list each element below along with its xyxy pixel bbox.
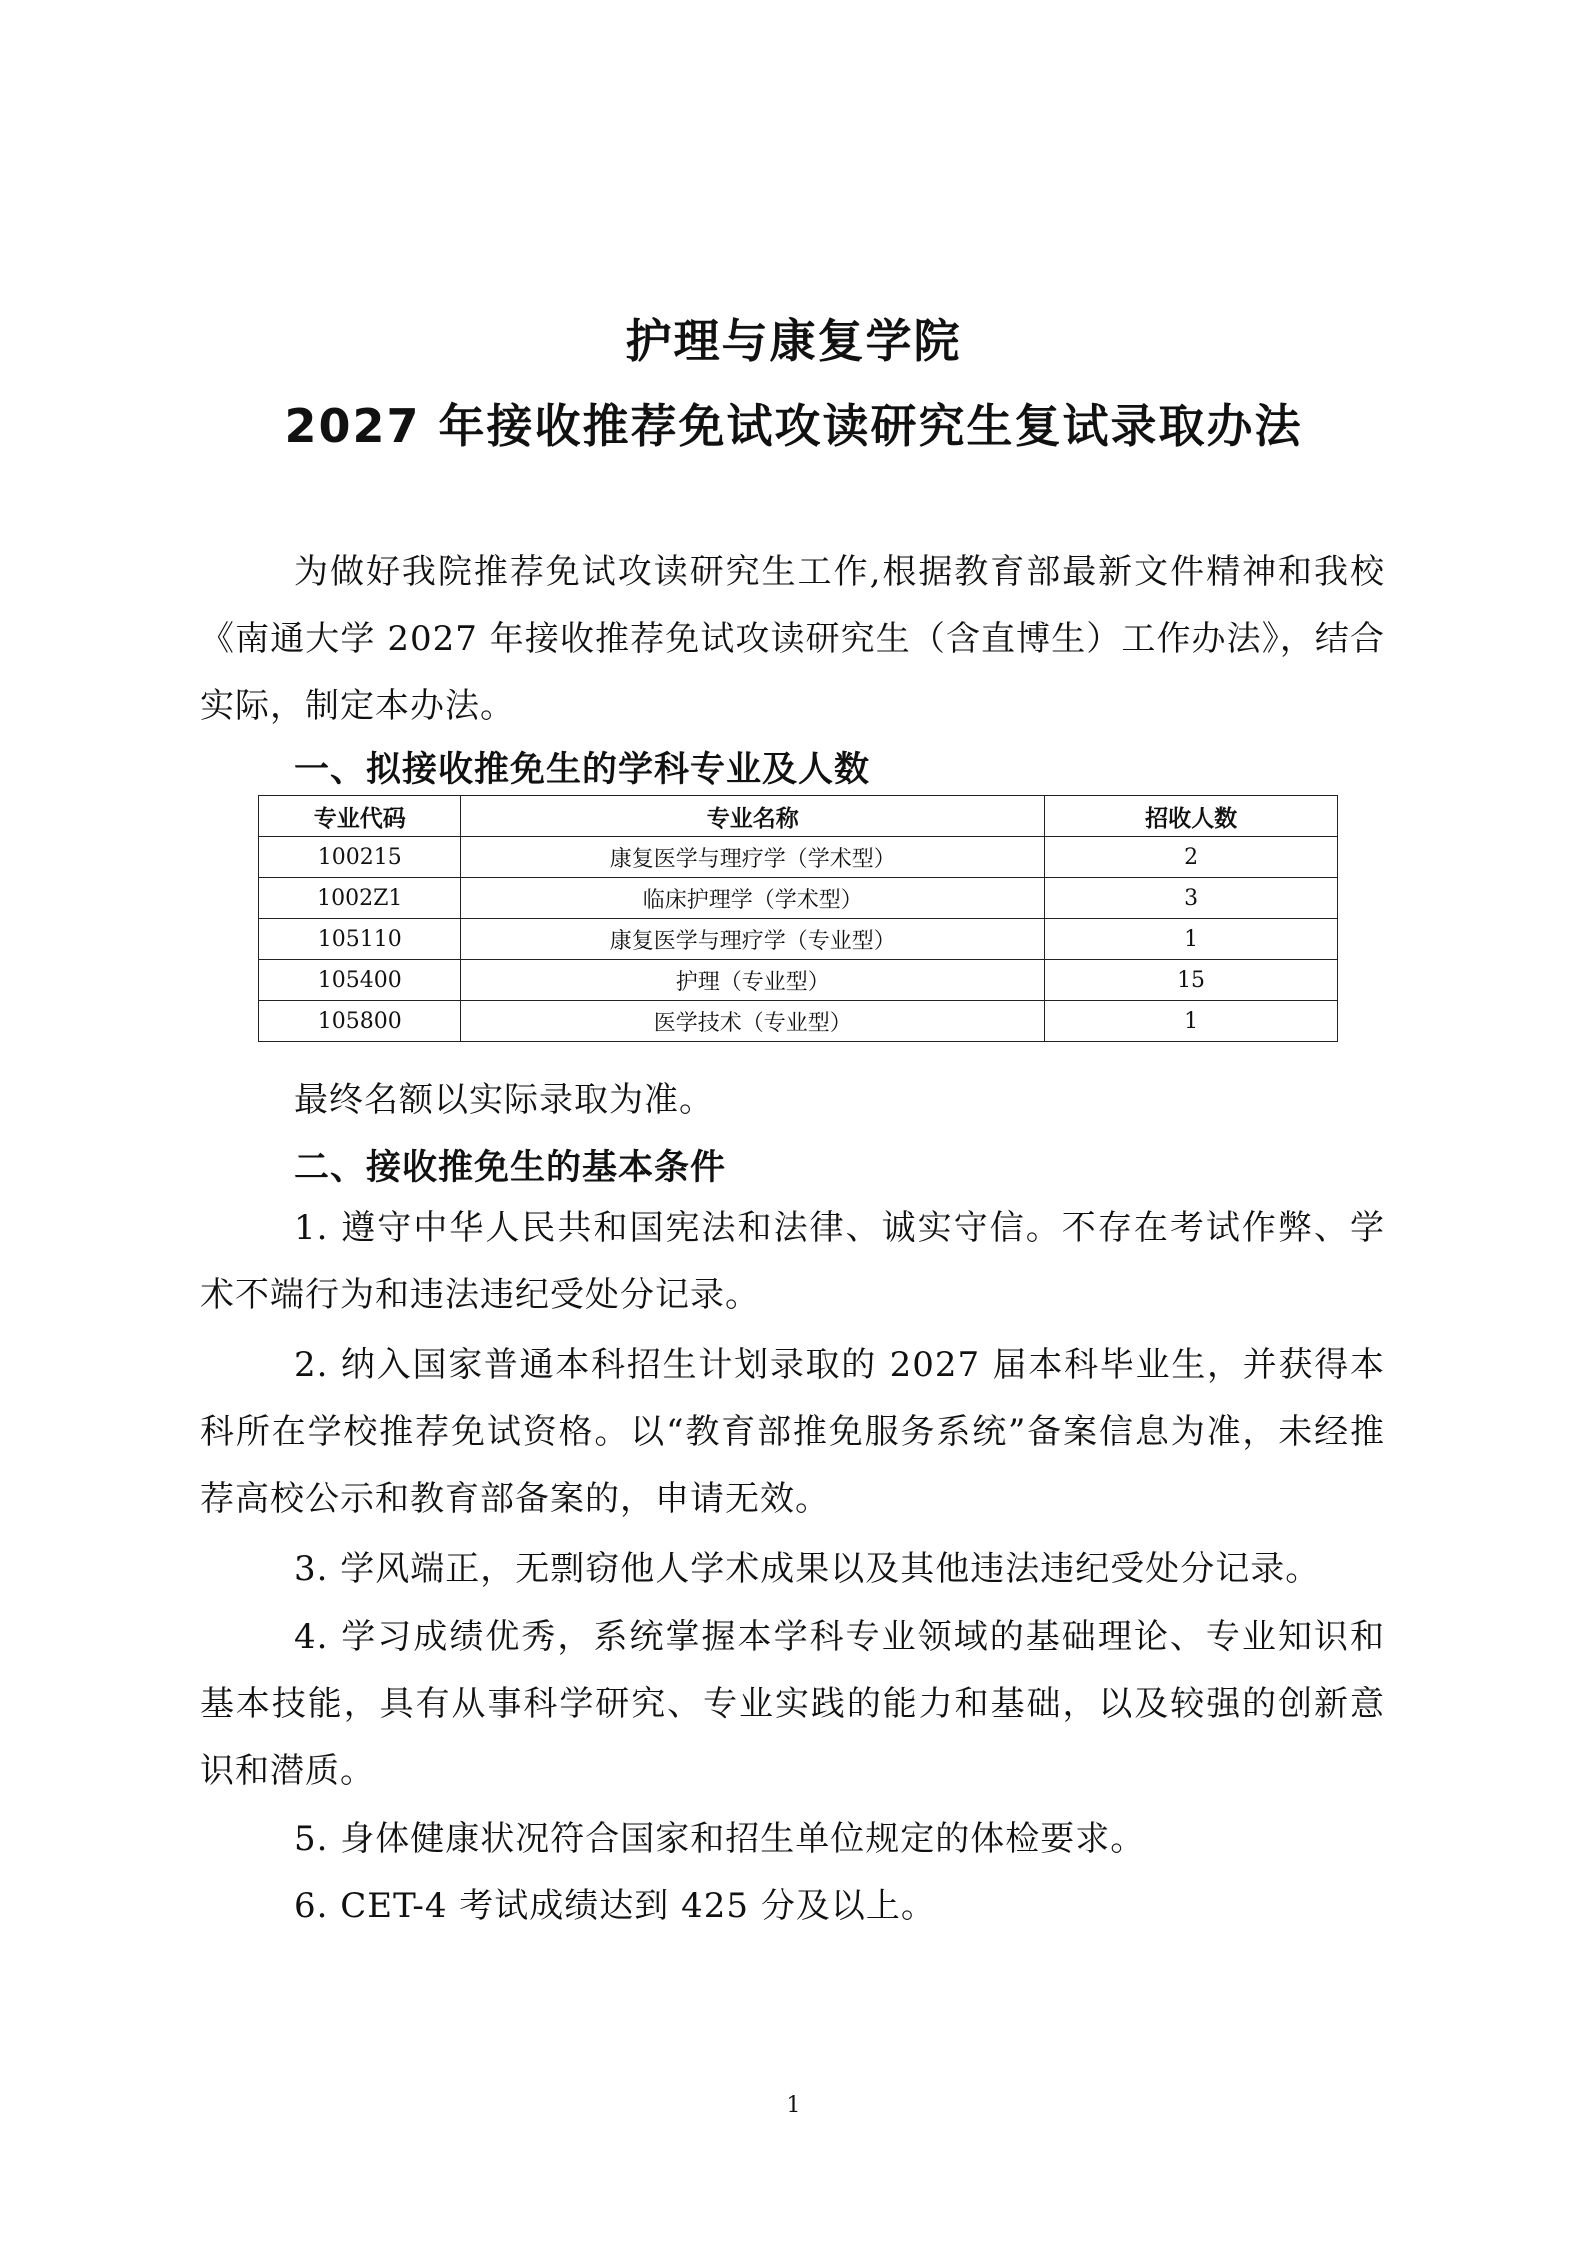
document-title-main: 2027 年接收推荐免试攻读研究生复试录取办法 <box>284 399 1303 453</box>
cell-count: 3 <box>1045 878 1338 919</box>
condition-item-3: 3. 学风端正，无剽窃他人学术成果以及其他违法违纪受处分记录。 <box>294 1549 1321 1589</box>
header-count: 招收人数 <box>1045 796 1338 837</box>
cell-count: 15 <box>1045 960 1338 1001</box>
cell-count: 1 <box>1045 1001 1338 1042</box>
intro-paragraph: 为做好我院推荐免试攻读研究生工作,根据教育部最新文件精神和我校《南通大学 2027 年接收推荐免试攻读研究生（含直博生）工作办法》，结合实际，制定本办法。 <box>200 552 1385 726</box>
condition-item-4: 4. 学习成绩优秀，系统掌握本学科专业领域的基础理论、专业知识和基本技能，具有从事科学研究、专业实践的能力和基础，以及较强的创新意识和潜质。 <box>200 1617 1385 1791</box>
cell-code: 100215 <box>259 837 461 878</box>
condition-item-5: 5. 身体健康状况符合国家和招生单位规定的体检要求。 <box>294 1819 1146 1859</box>
header-code: 专业代码 <box>259 796 461 837</box>
cell-count: 2 <box>1045 837 1338 878</box>
cell-code: 105110 <box>259 919 461 960</box>
cell-name: 康复医学与理疗学（学术型） <box>461 837 1045 878</box>
table-row <box>259 878 1338 919</box>
section1-heading: 一、拟接收推免生的学科专业及人数 <box>294 750 871 790</box>
condition-item-2: 2. 纳入国家普通本科招生计划录取的 2027 届本科毕业生，并获得本科所在学校推荐免试资格。以“教育部推免服务系统”备案信息为准，未经推荐高校公示和教育部备案的，申请无效。 <box>200 1345 1385 1519</box>
condition-item-1: 1. 遵守中华人民共和国宪法和法律、诚实守信。不存在考试作弊、学术不端行为和违法违纪受处分记录。 <box>200 1208 1385 1315</box>
table-row <box>259 837 1338 878</box>
cell-code: 105800 <box>259 1001 461 1042</box>
cell-name: 康复医学与理疗学（专业型） <box>461 919 1045 960</box>
cell-name: 临床护理学（学术型） <box>461 878 1045 919</box>
cell-code: 1002Z1 <box>259 878 461 919</box>
document-title-college: 护理与康复学院 <box>625 314 962 368</box>
page-number: 1 <box>786 2093 801 2118</box>
quota-table <box>258 795 1338 1042</box>
table-row <box>259 919 1338 960</box>
cell-name: 护理（专业型） <box>461 960 1045 1001</box>
section2-heading: 二、接收推免生的基本条件 <box>294 1148 727 1188</box>
quota-note: 最终名额以实际录取为准。 <box>294 1080 714 1120</box>
cell-code: 105400 <box>259 960 461 1001</box>
header-name: 专业名称 <box>461 796 1045 837</box>
cell-count: 1 <box>1045 919 1338 960</box>
condition-item-6: 6. CET-4 考试成绩达到 425 分及以上。 <box>294 1886 936 1926</box>
quota-table-header-row <box>259 796 1338 837</box>
cell-name: 医学技术（专业型） <box>461 1001 1045 1042</box>
table-row <box>259 960 1338 1001</box>
table-row <box>259 1001 1338 1042</box>
